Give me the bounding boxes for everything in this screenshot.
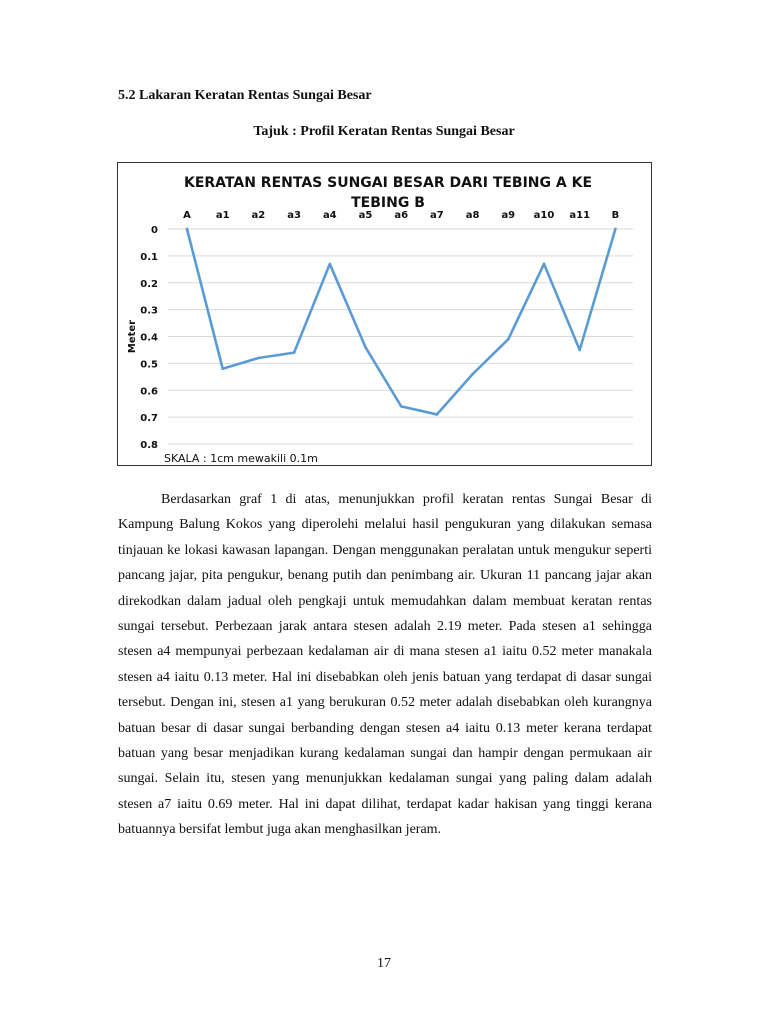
body-paragraph: Berdasarkan graf 1 di atas, menunjukkan profil keratan rentas Sungai Besar di Kampung Balung Kokos yang diperolehi melalui hasil pengukuran yang dilakukan semasa tinjauan ke lokasi kawasan lapangan. Dengan menggunakan peralatan untuk mengukur seperti pancang jajar, pita pengukur, benang putih dan penimbang air. Ukuran 11 pancang jajar akan direkodkan dalam jadual oleh pengkaji untuk memudahkan dalam membuat keratan rentas sungai tersebut. Perbezaan jarak antara stesen adalah 2.19 meter. Pada stesen a1 sehingga stesen a4 mempunyai perbezaan kedalaman air di mana stesen a1 iaitu 0.52 meter manakala stesen a4 iaitu 0.13 meter. Hal ini disebabkan oleh jenis batuan yang terdapat di dasar sungai tersebut. Dengan ini, stesen a1 yang berukuran 0.52 meter adalah disebabkan oleh kurangnya batuan besar di dasar sungai berbanding dengan stesen a4 iaitu 0.13 meter kerana terdapat batuan yang besar menjadikan kurang kedalaman sungai dan hampir dengan permukaan air sungai. Selain itu, stesen yang menunjukkan kedalaman sungai yang paling dalam adalah stesen a7 iaitu 0.69 meter. Hal ini dapat dilihat, terdapat kadar hakisan yang tinggi kerana batuannya bersifat lembut juga akan menghasilkan jeram. <box>118 492 652 838</box>
chart-plot <box>118 163 653 467</box>
data-point <box>543 263 546 266</box>
data-point <box>221 367 224 370</box>
data-point <box>364 346 367 349</box>
x-tick-label: a8 <box>465 210 480 221</box>
x-tick-label: B <box>611 210 620 221</box>
y-tick-label: 0.2 <box>140 278 158 290</box>
chart-scale-note: SKALA : 1cm mewakili 0.1m <box>164 452 318 465</box>
section-heading: 5.2 Lakaran Keratan Rentas Sungai Besar <box>118 88 372 103</box>
x-tick-label: a11 <box>569 210 591 221</box>
data-point <box>614 228 617 231</box>
data-point <box>507 338 510 341</box>
data-point <box>436 413 439 416</box>
x-tick-label: a5 <box>358 210 373 221</box>
x-tick-label: a4 <box>322 210 337 221</box>
y-axis-title: Meter <box>127 319 138 354</box>
series-line <box>187 229 615 414</box>
data-point <box>329 263 332 266</box>
figure-caption: Tajuk : Profil Keratan Rentas Sungai Besar <box>253 124 515 139</box>
data-point <box>400 405 403 408</box>
x-tick-label: a9 <box>501 210 516 221</box>
y-tick-label: 0.1 <box>140 251 158 263</box>
data-point <box>186 228 189 231</box>
y-tick-label: 0 <box>151 225 158 236</box>
chart-title: KERATAN RENTAS SUNGAI BESAR DARI TEBING A KE TEBING B <box>183 175 593 211</box>
data-point <box>471 373 474 376</box>
x-tick-label: a10 <box>533 210 555 221</box>
x-tick-label: a6 <box>394 210 409 221</box>
x-tick-label: a3 <box>287 210 301 221</box>
y-tick-label: 0.3 <box>140 305 158 317</box>
y-tick-label: 0.7 <box>140 413 158 425</box>
y-tick-label: 0.5 <box>140 359 158 371</box>
data-point <box>257 357 260 360</box>
cross-section-chart <box>117 162 652 466</box>
data-point <box>578 349 581 352</box>
y-tick-label: 0.6 <box>140 386 158 398</box>
x-tick-label: a1 <box>215 210 230 221</box>
data-point <box>293 351 296 354</box>
page-number: 17 <box>377 956 391 971</box>
x-tick-label: a2 <box>251 210 266 221</box>
x-tick-label: A <box>183 210 191 221</box>
y-tick-label: 0.4 <box>140 332 158 344</box>
x-tick-label: a7 <box>430 210 444 221</box>
y-tick-label: 0.8 <box>140 440 158 451</box>
